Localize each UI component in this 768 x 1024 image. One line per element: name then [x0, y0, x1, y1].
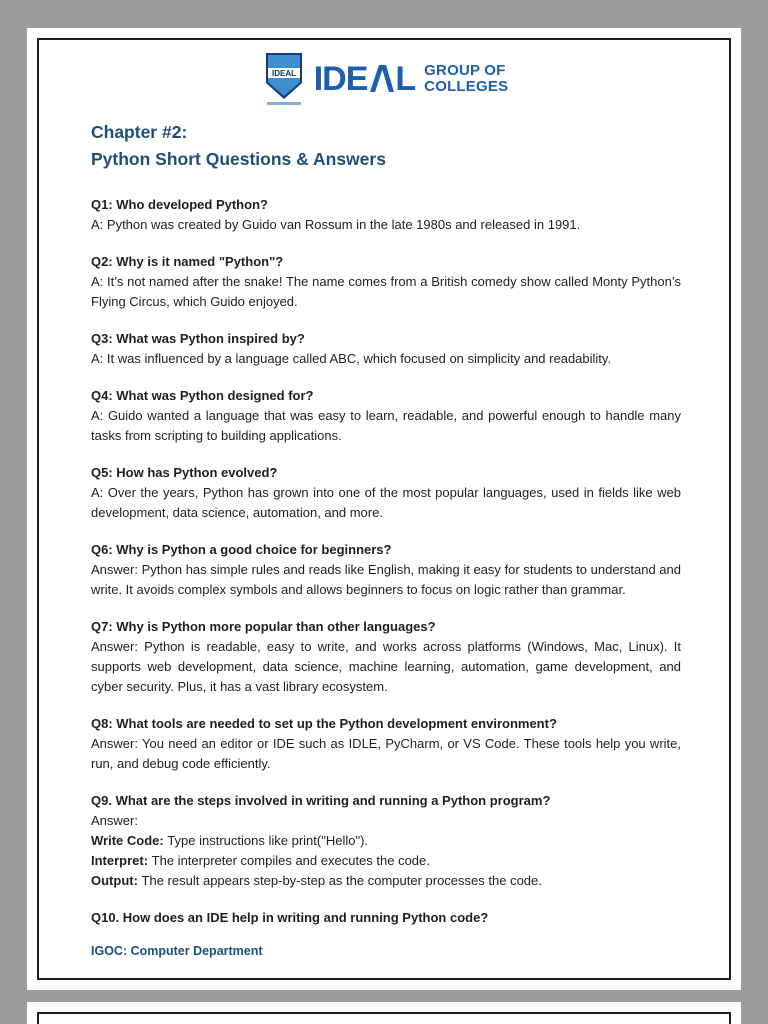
qa-item [91, 617, 681, 697]
qa-item [91, 908, 681, 928]
page-2-border-frame [37, 1012, 731, 1024]
college-crest [264, 52, 304, 105]
crest-word: IDEAL [271, 69, 296, 78]
brand-subtitle-bottom: COLLEGES [424, 77, 509, 95]
brand-wordmark [314, 61, 509, 97]
question-text: Q10. How does an IDE help in writing and running Python code? [91, 910, 489, 925]
answer-bold-label: Write Code: [91, 833, 168, 848]
crest-tagline-line [267, 102, 301, 105]
footer-department: IGOC: Computer Department [91, 944, 263, 958]
qa-list [91, 195, 681, 928]
question-text: Q3: What was Python inspired by? [91, 331, 305, 346]
answer-text: Interpret: The interpreter compiles and executes the code. [91, 853, 430, 868]
brand-suffix: L [395, 59, 416, 98]
brand-subtitle-top: GROUP OF [424, 61, 506, 79]
answer-text: A: Python was created by Guido van Rossum in the late 1980s and released in 1991. [91, 217, 581, 232]
answer-text: Answer: Python has simple rules and reads like English, making it easy for students to understand and write. It avoids complex symbols and allows beginners to focus on logic rather than grammar. [91, 562, 681, 597]
question-text: Q4: What was Python designed for? [91, 388, 314, 403]
answer-text: A: It’s not named after the snake! The name comes from a British comedy show called Monty Python’s Flying Circus, which Guido enjoyed. [91, 274, 681, 309]
answer-bold-label: Interpret: [91, 853, 152, 868]
question-text: Q8: What tools are needed to set up the Python development environment? [91, 716, 557, 731]
qa-item [91, 714, 681, 774]
answer-text: A: Guido wanted a language that was easy to learn, readable, and powerful enough to handle many tasks from scripting to building applications. [91, 408, 681, 443]
question-text: Q9. What are the steps involved in writing and running a Python program? [91, 793, 551, 808]
page-gap [0, 990, 768, 1002]
college-logo [91, 52, 681, 105]
qa-item [91, 463, 681, 523]
question-text: Q6: Why is Python a good choice for beginners? [91, 542, 392, 557]
stylized-a-icon [370, 65, 394, 92]
question-text: Q1: Who developed Python? [91, 197, 268, 212]
answer-text: Answer: Python is readable, easy to write, and works across platforms (Windows, Mac, Linux). It supports web development, data science, machine learning, automation, game development, and cyber security. Plus, it has a vast library ecosystem. [91, 639, 681, 694]
chapter-title-line1: Chapter #2: [91, 122, 188, 142]
brand-subtitle [424, 63, 508, 95]
page-2-sliver [27, 1002, 741, 1024]
qa-item [91, 540, 681, 600]
qa-item [91, 791, 681, 891]
answer-text: A: It was influenced by a language called ABC, which focused on simplicity and readability. [91, 351, 612, 366]
answer-text: Answer: You need an editor or IDE such as IDLE, PyCharm, or VS Code. These tools help you write, run, and debug code efficiently. [91, 736, 681, 771]
answer-text: Output: The result appears step-by-step as the computer processes the code. [91, 873, 542, 888]
chapter-title-line2: Python Short Questions & Answers [91, 149, 386, 169]
answer-text: A: Over the years, Python has grown into one of the most popular languages, used in fields like web development, data science, automation, and more. [91, 485, 681, 520]
qa-item [91, 195, 681, 235]
crest-shield-icon [264, 52, 304, 100]
page-border-frame [37, 38, 731, 980]
brand-word [314, 61, 415, 97]
answer-text: Answer: [91, 813, 138, 828]
page-1 [27, 28, 741, 990]
qa-item [91, 329, 681, 369]
question-text: Q5: How has Python evolved? [91, 465, 278, 480]
question-text: Q7: Why is Python more popular than other languages? [91, 619, 436, 634]
qa-item [91, 252, 681, 312]
answer-text: Write Code: Type instructions like print("Hello"). [91, 833, 369, 848]
question-text: Q2: Why is it named "Python"? [91, 254, 284, 269]
answer-bold-label: Output: [91, 873, 142, 888]
brand-prefix: IDE [313, 59, 368, 98]
chapter-title [91, 119, 681, 173]
qa-item [91, 386, 681, 446]
